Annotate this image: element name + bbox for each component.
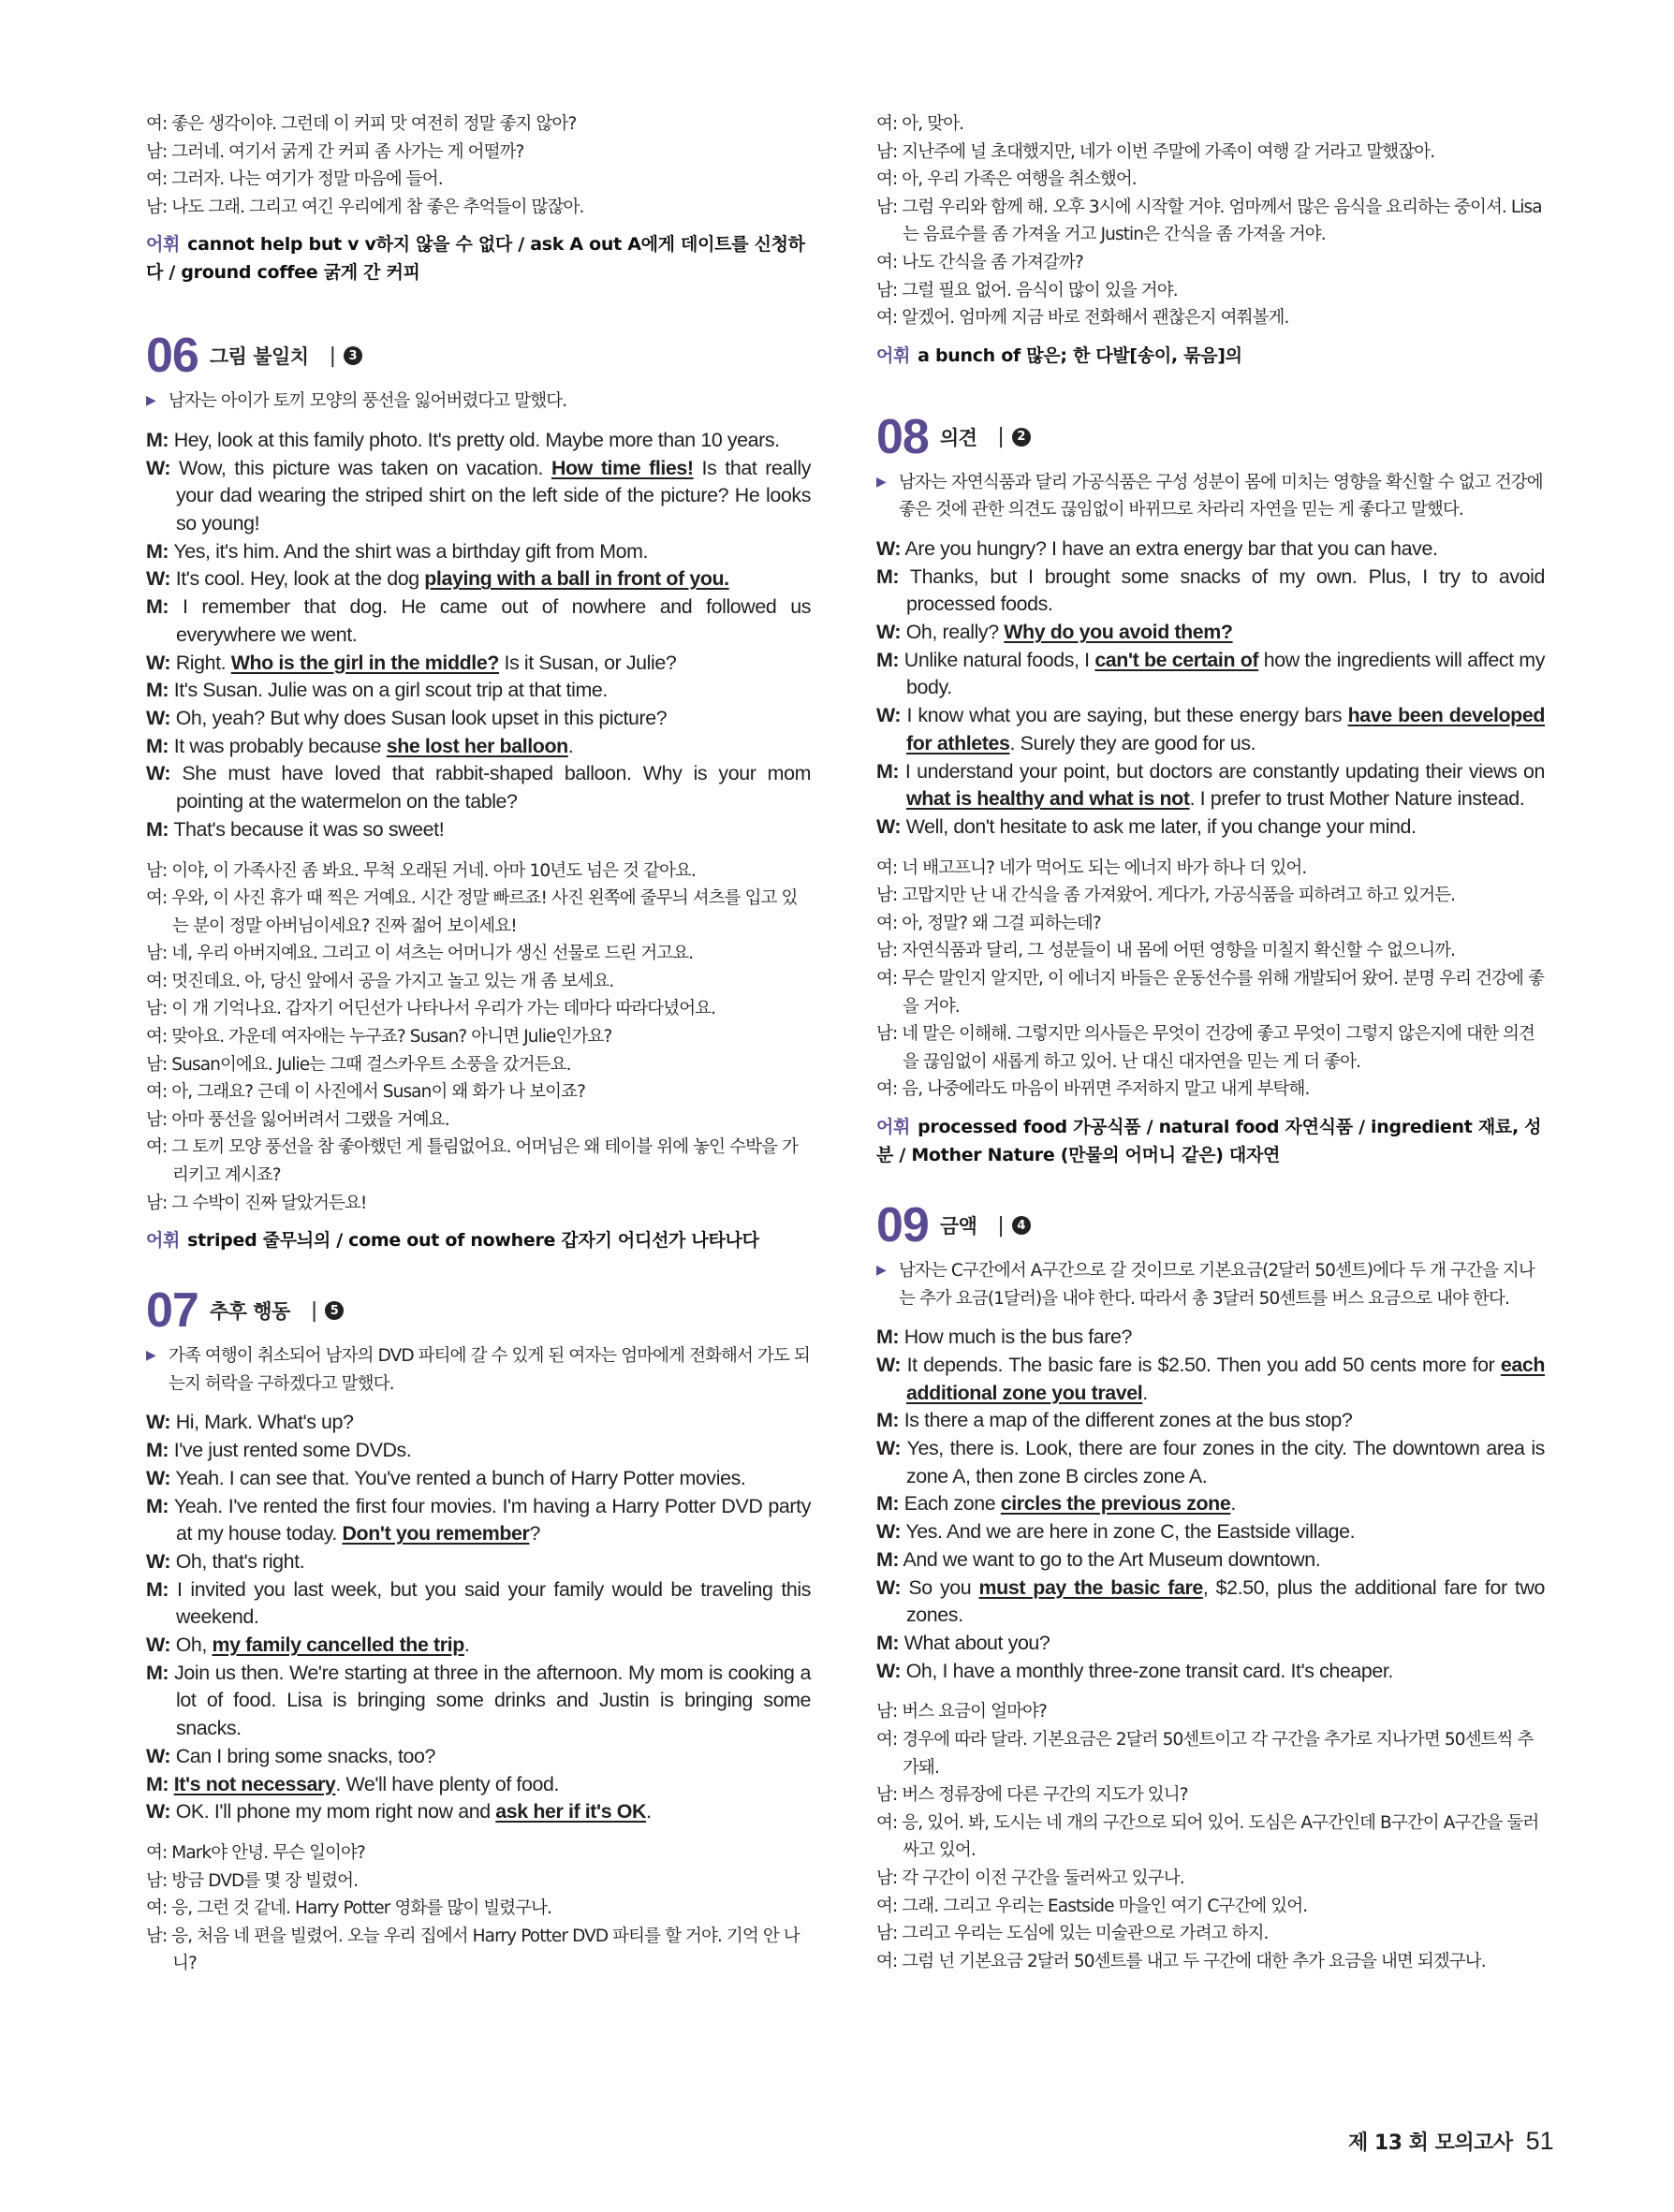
dialogue-text: Oh, that's right. [175, 1549, 305, 1573]
speaker-label: W: [146, 1744, 171, 1767]
dialogue-text: Is there a map of the different zones at the bus stop? [903, 1409, 1353, 1432]
dialogue-line [146, 677, 811, 705]
dialogue-text: Yes. And we are here in zone C, the Eastside village. [905, 1520, 1356, 1544]
answer-explanation [146, 1342, 811, 1398]
korean-line: 남: 방금 DVD를 몇 장 빌렸어. [146, 1870, 359, 1891]
speaker-label: W: [876, 1520, 902, 1544]
dialogue-text: Unlike natural foods, I [903, 648, 1095, 671]
korean-line: 여: 무슨 말인지 알지만, 이 에너지 바들은 운동선수를 위해 개발되어 왔어. 분명 우리 건강에 좋을 거야. [876, 969, 1544, 1017]
korean-line: 남: 지난주에 널 초대했지만, 네가 이번 주말에 가족이 여행 갈 거라고 말했잖아. [876, 141, 1435, 162]
korean-line: 여: 응, 있어. 봐, 도시는 네 개의 구간으로 되어 있어. 도심은 A구간인데 B구간이 A구간을 둘러싸고 있어. [876, 1812, 1539, 1861]
speaker-label: M: [146, 1494, 169, 1517]
korean-line: 여: Mark야 안녕. 무슨 일이야? [146, 1842, 365, 1863]
korean-line: 여: 아, 맞아. [876, 114, 964, 134]
speaker-label: M: [146, 679, 169, 702]
dialogue-line [876, 647, 1545, 702]
korean-line: 여: 알겠어. 엄마께 지금 바로 전화해서 괜찮은지 여쭤볼게. [876, 308, 1289, 329]
answer-number-badge: 4 [1012, 1216, 1031, 1235]
korean-line: 여: 아, 정말? 왜 그걸 피하는데? [876, 913, 1101, 933]
speaker-label: M: [876, 759, 900, 783]
korean-line: 남: 나도 그래. 그리고 여긴 우리에게 참 좋은 추억들이 많잖아. [146, 197, 584, 217]
dialogue-text: OK. I'll phone my mom right now and [175, 1800, 496, 1824]
key-phrase: she lost her balloon [386, 734, 568, 757]
korean-line: 남: 이야, 이 가족사진 좀 봐요. 무척 오래된 거네. 아마 10년도 넘은 것 같아요. [146, 860, 696, 881]
dialogue-line [146, 538, 811, 566]
dialogue-text: How much is the bus fare? [903, 1326, 1132, 1349]
dialogue-text: And we want to go to the Art Museum downtown. [903, 1547, 1321, 1571]
korean-line: 여: 아, 그래요? 근데 이 사진에서 Susan이 왜 화가 나 보이죠? [146, 1082, 586, 1103]
dialogue-line [876, 1546, 1545, 1575]
dialogue-text: I know what you are saying, but these energy bars [906, 704, 1348, 727]
korean-line: 여: 그래. 그리고 우리는 Eastside 마을인 여기 C구간에 있어. [876, 1896, 1308, 1916]
korean-line: 남: 네, 우리 아버지예요. 그리고 이 셔츠는 어머니가 생신 선물로 드린 거고요. [146, 944, 694, 964]
dialogue-text: She must have loved that rabbit-shaped balloon. Why is your mom pointing at the watermelon on the table? [176, 762, 811, 813]
explanation-text: 가족 여행이 취소되어 남자의 DVD 파티에 갈 수 있게 된 여자는 엄마에게 전화해서 가도 되는지 허락을 구하겠다고 말했다. [169, 1346, 810, 1394]
dialogue-line [876, 1490, 1545, 1518]
section-header [876, 1195, 1545, 1255]
speaker-label: M: [876, 564, 900, 588]
dialogue-text: Are you hungry? I have an extra energy bar that you can have. [904, 536, 1438, 560]
speaker-label: M: [876, 1409, 900, 1432]
dialogue-line [146, 650, 811, 678]
triangle-arrow-icon: ▶ [146, 393, 155, 409]
speaker-label: M: [146, 734, 169, 757]
dialogue-line [146, 1660, 811, 1743]
speaker-label: W: [876, 1353, 902, 1376]
dialogue-text: . [1142, 1381, 1148, 1404]
dialogue-text: . I prefer to trust Mother Nature instead. [1189, 787, 1525, 811]
dialogue-text: It's Susan. Julie was on a girl scout trip at that time. [173, 679, 608, 702]
section-separator: | [997, 1213, 1005, 1238]
key-phrase: must pay the basic fare [978, 1575, 1203, 1599]
speaker-label: W: [876, 621, 902, 644]
section-title: 의견 [939, 426, 977, 449]
dialogue-text: Yes, there is. Look, there are four zones in the city. The downtown area is zone A, then zone B circles zone A. [906, 1437, 1545, 1487]
korean-line: 남: 각 구간이 이전 구간을 둘러싸고 있구나. [876, 1868, 1184, 1888]
dialogue-text: ? [529, 1522, 540, 1545]
vocab-label: 어휘 [876, 344, 911, 366]
english-dialogue [146, 427, 811, 844]
dialogue-line [146, 593, 811, 649]
dialogue-line [876, 1518, 1545, 1546]
dialogue-line [146, 1576, 811, 1632]
page-number: 51 [1525, 2127, 1554, 2155]
left-column [146, 110, 811, 1978]
dialogue-text: . We'll have plenty of food. [335, 1772, 560, 1795]
section-separator: | [997, 425, 1005, 449]
speaker-label: W: [876, 814, 902, 838]
dialogue-text: how the ingredients will affect my body. [906, 648, 1546, 699]
speaker-label: M: [146, 1577, 169, 1601]
speaker-label: W: [876, 1659, 902, 1682]
dialogue-text: Join us then. We're starting at three in the afternoon. My mom is cooking a lot of food. Lisa is bringing some drinks and Justin is bringing some snacks. [174, 1661, 811, 1740]
speaker-label: W: [876, 1575, 902, 1599]
speaker-label: W: [876, 704, 902, 727]
section-number: 07 [146, 1283, 198, 1339]
korean-line: 남: 아마 풍선을 잃어버려서 그랬을 거예요. [146, 1109, 449, 1130]
dialogue-line [876, 619, 1545, 647]
key-phrase: have been developed for athletes [906, 704, 1545, 754]
dialogue-text: What about you? [903, 1631, 1050, 1654]
answer-number-badge: 5 [325, 1301, 344, 1320]
dialogue-text: Oh, I have a monthly three-zone transit card. It's cheaper. [905, 1659, 1393, 1682]
dialogue-line [146, 760, 811, 815]
dialogue-text: Hi, Mark. What's up? [175, 1411, 354, 1434]
dialogue-text: . [1230, 1492, 1236, 1516]
dialogue-text: It depends. The basic fare is $2.50. Then you add 50 cents more for [906, 1353, 1501, 1376]
key-phrase: what is healthy and what is not [906, 787, 1190, 811]
vocab-text: a bunch of 많은; 한 다발[송이, 묶음]의 [918, 344, 1242, 366]
vocab-text: cannot help but v v하지 않을 수 없다 / ask A out A에게 데이트를 신청하다 / ground coffee 굵게 간 커피 [146, 234, 805, 284]
speaker-label: M: [876, 648, 900, 671]
dialogue-text: Yeah. I can see that. You've rented a bunch of Harry Potter movies. [175, 1466, 746, 1489]
dialogue-line [146, 1771, 811, 1799]
korean-line: 여: 맞아요. 가운데 여자애는 누구죠? Susan? 아니면 Julie인가요? [146, 1027, 612, 1047]
speaker-label: W: [146, 651, 171, 674]
dialogue-text: I remember that dog. He came out of nowhere and followed us everywhere we went. [176, 595, 811, 646]
dialogue-line [146, 733, 811, 761]
dialogue-text: Wow, this picture was taken on vacation. [179, 456, 551, 479]
korean-line: 남: 버스 요금이 얼마야? [876, 1702, 1047, 1722]
dialogue-line [876, 1630, 1545, 1658]
korean-line: 여: 경우에 따라 달라. 기본요금은 2달러 50센트이고 각 구간을 추가로 지나가면 50센트씩 추가돼. [876, 1729, 1534, 1778]
right-column [876, 110, 1545, 1975]
korean-line: 남: 이 개 기억나요. 갑자기 어딘선가 나타나서 우리가 가는 데마다 따라다녔어요. [146, 999, 716, 1019]
korean-line: 여: 좋은 생각이야. 그런데 이 커피 맛 여전히 정말 좋지 않아? [146, 114, 577, 134]
korean-line: 남: 그리고 우리는 도심에 있는 미술관으로 가려고 하지. [876, 1924, 1269, 1944]
dialogue-text: I've just rented some DVDs. [173, 1439, 412, 1462]
dialogue-text: . [567, 734, 574, 757]
speaker-label: M: [146, 817, 169, 841]
section-header [146, 326, 811, 386]
dialogue-text: Each zone [903, 1492, 1001, 1516]
dialogue-text: , $2.50, plus the additional fare for two zones. [906, 1575, 1546, 1627]
korean-line: 남: 그 수박이 진짜 달았거든요! [146, 1193, 367, 1213]
answer-explanation [146, 388, 811, 416]
dialogue-line [876, 702, 1545, 757]
section-08 [876, 407, 1545, 1169]
vocab-text: striped 줄무늬의 / come out of nowhere 갑자기 어디선가 나타나다 [187, 1230, 759, 1252]
dialogue-line [146, 816, 811, 844]
dialogue-text: Can I bring some snacks, too? [175, 1744, 436, 1767]
dialogue-text: I understand your point, but doctors are constantly updating their views on [904, 759, 1546, 783]
dialogue-text: . Surely they are good for us. [1009, 731, 1256, 754]
dialogue-line [146, 705, 811, 733]
dialogue-text: That's because it was so sweet! [173, 817, 445, 841]
section-number: 09 [876, 1198, 929, 1253]
vocab-note [876, 342, 1545, 370]
dialogue-text: Yeah. I've rented the first four movies. I'm having a Harry Potter DVD party at my house today. [173, 1494, 811, 1545]
section-07 [146, 1281, 811, 1978]
dialogue-line [146, 1409, 811, 1437]
speaker-label: M: [146, 595, 169, 619]
dialogue-text: Oh, [175, 1633, 213, 1657]
korean-line: 여: 그 토끼 모양 풍선을 참 좋아했던 게 틀림없어요. 어머님은 왜 테이블 위에 놓인 수박을 가리키고 계시죠? [146, 1137, 798, 1186]
dialogue-text: Well, don't hesitate to ask me later, if you change your mind. [905, 814, 1417, 838]
dialogue-text: . [463, 1633, 470, 1657]
dialogue-text: Right. [175, 651, 231, 674]
answer-number-badge: 2 [1012, 428, 1031, 447]
speaker-label: M: [876, 1547, 900, 1571]
dialogue-text: Hey, look at this family photo. It's pretty old. Maybe more than 10 years. [173, 428, 780, 451]
speaker-label: W: [146, 456, 171, 479]
vocab-text: processed food 가공식품 / natural food 자연식품 / ingredient 재료, 성분 / Mother Nature (만물의 어머니 같은) 대자연 [876, 1117, 1542, 1166]
dialogue-line [876, 1352, 1545, 1407]
key-phrase: playing with a ball in front of you. [424, 567, 729, 591]
answer-number-badge: 3 [344, 346, 362, 365]
speaker-label: M: [146, 1439, 169, 1462]
korean-translation-block [146, 1839, 811, 1978]
korean-line: 남: 그러네. 여기서 굵게 간 커피 좀 사가는 게 어떨까? [146, 141, 524, 162]
dialogue-line [876, 535, 1545, 564]
speaker-label: M: [876, 1326, 900, 1349]
key-phrase: It's not necessary [173, 1772, 336, 1795]
key-phrase: Why do you avoid them? [1004, 621, 1233, 644]
english-dialogue [876, 1324, 1545, 1685]
dialogue-text: Oh, yeah? But why does Susan look upset in this picture? [175, 707, 668, 729]
vocab-note [146, 230, 811, 286]
korean-line: 여: 그러자. 나는 여기가 정말 마음에 들어. [146, 169, 443, 190]
section-title: 그림 불일치 [209, 345, 309, 369]
dialogue-line [876, 564, 1545, 619]
section-number: 06 [146, 329, 198, 384]
vocab-label: 어휘 [146, 234, 181, 256]
dialogue-text: Yes, it's him. And the shirt was a birthday gift from Mom. [173, 539, 649, 563]
dialogue-line [876, 758, 1545, 813]
section-06 [146, 326, 811, 1254]
dialogue-line [146, 1465, 811, 1493]
korean-translation-block [876, 1698, 1545, 1975]
page-footer [1348, 2127, 1554, 2156]
section-separator: | [310, 1298, 318, 1323]
korean-line: 여: 나도 간식을 좀 가져갈까? [876, 252, 1083, 272]
speaker-label: M: [876, 1492, 900, 1516]
triangle-arrow-icon: ▶ [146, 1348, 155, 1364]
section-separator: | [329, 344, 337, 368]
dialogue-text: I invited you last week, but you said your family would be traveling this weekend. [176, 1577, 812, 1629]
korean-translation-block [876, 855, 1545, 1104]
korean-line: 여: 응, 그런 것 같네. Harry Potter 영화를 많이 빌렸구나. [146, 1898, 552, 1919]
dialogue-line [876, 813, 1545, 842]
key-phrase: my family cancelled the trip [212, 1633, 464, 1657]
vocab-note [146, 1226, 811, 1254]
dialogue-line [876, 1575, 1545, 1630]
vocab-note [876, 1113, 1545, 1169]
korean-line: 남: 그럴 필요 없어. 음식이 많이 있을 거야. [876, 280, 1178, 300]
speaker-label: W: [146, 1411, 171, 1434]
key-phrase: each additional zone you travel [906, 1353, 1546, 1404]
korean-translation-block [146, 110, 811, 221]
english-dialogue [146, 1409, 811, 1826]
english-dialogue [876, 535, 1545, 842]
speaker-label: W: [146, 1549, 171, 1573]
key-phrase: ask her if it's OK [495, 1800, 647, 1824]
dialogue-line [146, 1493, 811, 1548]
korean-line: 남: 그럼 우리와 함께 해. 오후 3시에 시작할 거야. 엄마께서 많은 음식을 요리하는 중이셔. Lisa는 음료수를 좀 가져올 거고 Justin은 간식을 좀 가져올 거야. [876, 197, 1542, 245]
explanation-text: 남자는 아이가 토끼 모양의 풍선을 잃어버렸다고 말했다. [169, 391, 567, 412]
dialogue-text: Oh, really? [905, 621, 1005, 644]
explanation-text: 남자는 자연식품과 달리 가공식품은 구성 성분이 몸에 미치는 영향을 확신할 수 없고 건강에 좋은 것에 관한 의견도 끊임없이 바뀌므로 차라리 자연을 믿는 게 좋다고 말했다. [899, 472, 1543, 520]
key-phrase: can't be certain of [1094, 648, 1259, 671]
section-header [876, 407, 1545, 467]
triangle-arrow-icon: ▶ [876, 1263, 886, 1279]
dialogue-line [146, 565, 811, 593]
dialogue-line [876, 1407, 1545, 1435]
korean-line: 여: 아, 우리 가족은 여행을 취소했어. [876, 169, 1137, 190]
dialogue-line [876, 1324, 1545, 1352]
vocab-label: 어휘 [146, 1230, 181, 1252]
section-header [146, 1281, 811, 1340]
answer-explanation [876, 469, 1545, 524]
korean-line: 여: 우와, 이 사진 휴가 때 찍은 거예요. 시간 정말 빠르죠! 사진 왼쪽에 줄무늬 셔츠를 입고 있는 분이 정말 아버님이세요? 진짜 젊어 보이세요! [146, 888, 798, 936]
speaker-label: M: [146, 428, 169, 451]
dialogue-text: It was probably because [173, 734, 387, 757]
dialogue-line [146, 1437, 811, 1465]
dialogue-line [146, 1743, 811, 1771]
dialogue-text: Thanks, but I brought some snacks of my own. Plus, I try to avoid processed foods. [906, 564, 1545, 616]
speaker-label: M: [146, 1772, 169, 1795]
key-phrase: Who is the girl in the middle? [230, 651, 499, 674]
korean-line: 남: Susan이에요. Julie는 그때 걸스카우트 소풍을 갔거든요. [146, 1054, 571, 1075]
dialogue-line [876, 1658, 1545, 1686]
key-phrase: circles the previous zone [1000, 1492, 1231, 1516]
section-title: 추후 행동 [209, 1300, 290, 1324]
section-09 [876, 1195, 1545, 1975]
dialogue-text: So you [908, 1575, 979, 1599]
dialogue-line [146, 1798, 811, 1826]
dialogue-line [146, 1632, 811, 1660]
dialogue-line [146, 427, 811, 455]
korean-line: 여: 그럼 넌 기본요금 2달러 50센트를 내고 두 구간에 대한 추가 요금을 내면 되겠구나. [876, 1951, 1486, 1971]
key-phrase: How time flies! [551, 456, 694, 479]
korean-translation-block [146, 857, 811, 1218]
korean-line: 남: 버스 정류장에 다른 구간의 지도가 있니? [876, 1785, 1188, 1806]
dialogue-text: It's cool. Hey, look at the dog [175, 567, 425, 591]
exam-title: 제 13 회 모의고사 [1348, 2131, 1513, 2155]
dialogue-text: Is that really your dad wearing the striped shirt on the left side of the picture? He looks so young! [176, 456, 811, 535]
korean-line: 남: 네 말은 이해해. 그렇지만 의사들은 무엇이 건강에 좋고 무엇이 그렇지 않은지에 대한 의견을 끊임없이 새롭게 하고 있어. 난 대신 대자연을 믿는 게 더 좋아. [876, 1024, 1534, 1072]
answer-explanation [876, 1257, 1545, 1312]
section-number: 08 [876, 409, 929, 464]
dialogue-text: . [646, 1800, 652, 1824]
dialogue-line [876, 1435, 1545, 1490]
dialogue-line [146, 455, 811, 538]
speaker-label: W: [146, 1633, 171, 1657]
dialogue-text: Is it Susan, or Julie? [499, 651, 677, 674]
section-title: 금액 [939, 1215, 977, 1238]
korean-line: 남: 응, 처음 네 편을 빌렸어. 오늘 우리 집에서 Harry Potter DVD 파티를 할 거야. 기억 안 나니? [146, 1926, 800, 1974]
speaker-label: W: [146, 567, 171, 591]
korean-line: 여: 너 배고프니? 네가 먹어도 되는 에너지 바가 하나 더 있어. [876, 857, 1307, 878]
speaker-label: W: [146, 707, 171, 729]
korean-line: 여: 멋진데요. 아, 당신 앞에서 공을 가지고 놀고 있는 개 좀 보세요. [146, 971, 614, 991]
triangle-arrow-icon: ▶ [876, 474, 886, 490]
korean-line: 남: 자연식품과 달리, 그 성분들이 내 몸에 어떤 영향을 미칠지 확신할 수 없으니까. [876, 941, 1456, 961]
speaker-label: W: [146, 762, 171, 785]
explanation-text: 남자는 C구간에서 A구간으로 갈 것이므로 기본요금(2달러 50센트)에다 두 개 구간을 지나는 추가 요금(1달러)을 내야 한다. 따라서 총 3달러 50센트를 버스 요금으로 내야 한다. [899, 1261, 1534, 1309]
speaker-label: W: [876, 536, 902, 560]
korean-line: 남: 고맙지만 난 내 간식을 좀 가져왔어. 게다가, 가공식품을 피하려고 하고 있거든. [876, 886, 1456, 906]
vocab-label: 어휘 [876, 1117, 911, 1138]
speaker-label: M: [876, 1631, 900, 1654]
speaker-label: W: [146, 1800, 171, 1824]
speaker-label: M: [146, 539, 169, 563]
speaker-label: W: [146, 1466, 171, 1489]
key-phrase: Don't you remember [342, 1522, 530, 1545]
korean-translation-block [876, 110, 1545, 332]
speaker-label: W: [876, 1437, 902, 1460]
korean-line: 여: 음, 나중에라도 마음이 바뀌면 주저하지 말고 내게 부탁해. [876, 1079, 1310, 1100]
speaker-label: M: [146, 1661, 169, 1684]
dialogue-line [146, 1548, 811, 1576]
